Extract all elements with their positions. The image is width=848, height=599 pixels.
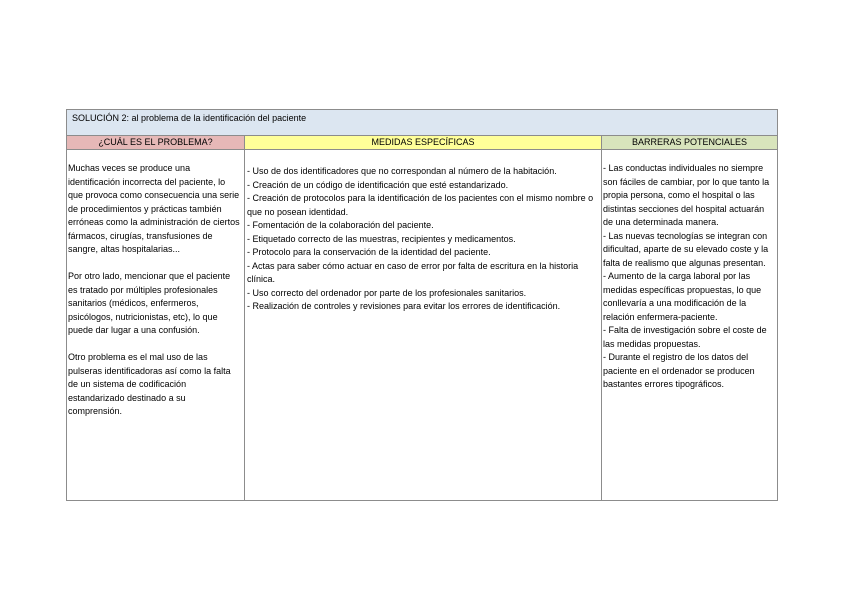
- barrier-item: - Las conductas individuales no siempre son fáciles de cambiar, por lo que tanto la propia persona, como el hospital o las distintas secciones del hospital actuarán de una determinada manera.: [603, 163, 770, 227]
- header-row: [67, 136, 777, 150]
- table-title: SOLUCIÓN 2: al problema de la identificación del paciente: [67, 110, 777, 136]
- measure-item: - Etiquetado correcto de las muestras, recipientes y medicamentos.: [247, 233, 516, 244]
- table-body: [67, 150, 777, 500]
- problem-paragraph: Otro problema es el mal uso de las pulseras identificadoras así como la falta de un sistema de codificación estandarizado destinado a su comprensión.: [68, 352, 231, 416]
- measure-item: - Creación de protocolos para la identificación de los pacientes con el mismo nombre o que no posean identidad.: [247, 193, 594, 217]
- barriers-column: [601, 150, 777, 500]
- measure-item: - Realización de controles y revisiones para evitar los errores de identificación.: [247, 301, 561, 311]
- measure-item: - Actas para saber cómo actuar en caso de error por falta de escritura en la historia clínica.: [247, 260, 579, 284]
- barrier-item: - Aumento de la carga laboral por las medidas específicas propuestas, lo que conllevaría a una modificación de la relación enfermera-paciente.: [603, 271, 762, 322]
- header-barriers: BARRERAS POTENCIALES: [601, 136, 777, 149]
- measure-item: - Fomentación de la colaboración del paciente.: [247, 220, 434, 230]
- solution-table: [66, 109, 778, 501]
- problem-column: [67, 150, 244, 500]
- measure-item: - Uso de dos identificadores que no correspondan al número de la habitación.: [247, 166, 557, 176]
- problem-paragraph: Por otro lado, mencionar que el paciente es tratado por múltiples profesionales sanitarios (médicos, enfermeros, psicólogos, nutricionistas, etc), lo que puede dar lugar a una confusión.: [68, 271, 231, 335]
- measure-item: - Creación de un código de identificación que esté estandarizado.: [247, 179, 509, 190]
- header-problem: ¿CUÁL ES EL PROBLEMA?: [67, 136, 244, 149]
- measure-item: - Uso correcto del ordenador por parte de los profesionales sanitarios.: [247, 287, 527, 298]
- header-measures: MEDIDAS ESPECÍFICAS: [244, 136, 601, 149]
- measures-column: [244, 150, 601, 500]
- measure-item: - Protocolo para la conservación de la identidad del paciente.: [247, 247, 491, 257]
- problem-paragraph: Muchas veces se produce una identificación incorrecta del paciente, lo que provoca como consecuencia una serie de procedimientos y prácticas también erróneas como la administración de ciertos fármacos, cirugías, transfusiones de sangre, altas hospitalarias...: [68, 163, 240, 254]
- barrier-item: - Falta de investigación sobre el coste de las medidas propuestas.: [603, 325, 767, 349]
- barrier-item: - Las nuevas tecnologías se integran con dificultad, aparte de su elevado coste y la falta de realismo que algunas presentan.: [603, 230, 769, 268]
- barrier-item: - Durante el registro de los datos del paciente en el ordenador se producen bastantes errores tipográficos.: [603, 352, 755, 389]
